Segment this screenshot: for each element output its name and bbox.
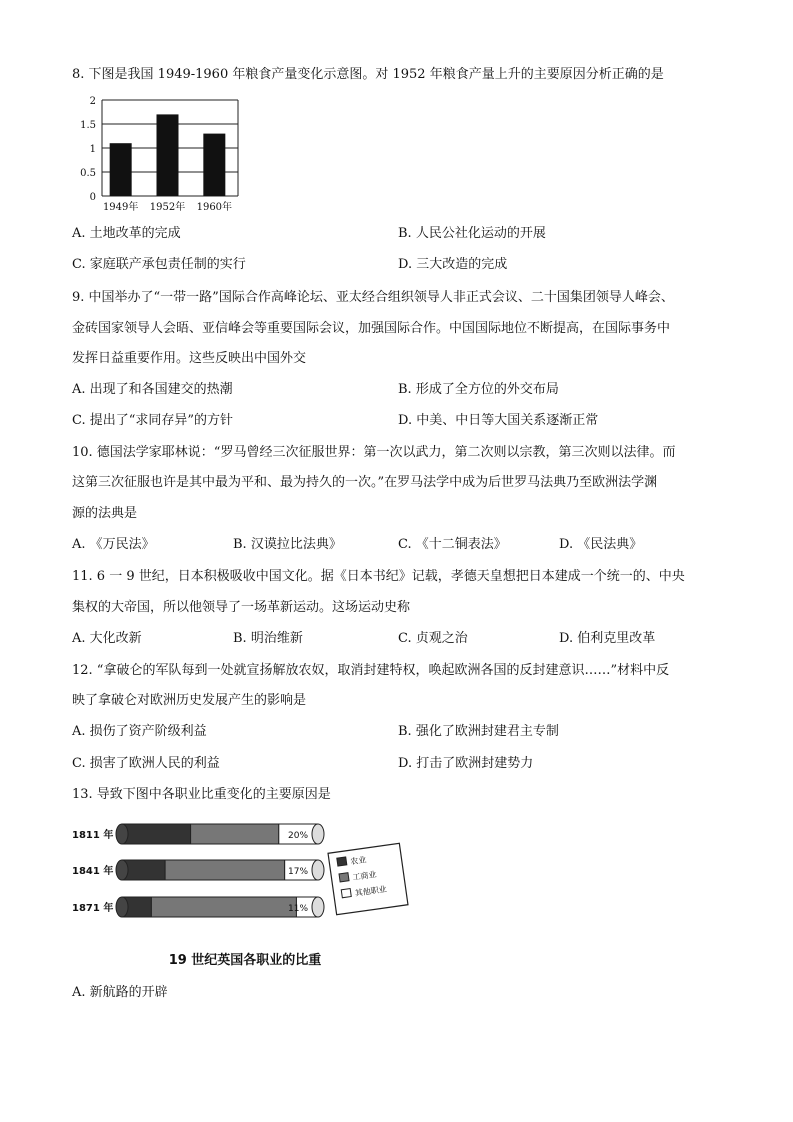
legend-label: 工商业	[352, 869, 378, 883]
q10-option-a[interactable]: A. 《万民法》	[72, 537, 155, 552]
q8-option-c[interactable]: C. 家庭联产承包责任制的实行	[72, 257, 246, 272]
q10-option-d[interactable]: D. 《民法典》	[559, 537, 643, 552]
stacked-segment	[122, 824, 191, 844]
row-label: 1871 年	[72, 903, 114, 914]
bar-cap-right	[312, 860, 324, 880]
q9-option-d[interactable]: D. 中美、中日等大国关系逐渐正常	[398, 413, 599, 428]
bar-cap-right	[312, 824, 324, 844]
q13-option-a[interactable]: A. 新航路的开辟	[72, 985, 168, 1000]
question-9-line-1: 9. 中国举办了“一带一路”国际合作高峰论坛、亚太经合组织领导人非正式会议、二十国集团领导人峰会、	[72, 290, 674, 305]
question-12-line-1: 12. “拿破仑的军队每到一处就宣扬解放农奴，取消封建特权，唤起欧洲各国的反封建意识……”材料中反	[72, 663, 670, 678]
x-tick-label: 1949年	[102, 202, 139, 213]
q12-option-b[interactable]: B. 强化了欧洲封建君主专制	[398, 724, 559, 739]
row-label: 1841 年	[72, 866, 114, 877]
legend-label: 农业	[349, 855, 367, 867]
chart-13-title: 19 世纪英国各职业的比重	[168, 953, 322, 968]
legend-swatch	[339, 873, 349, 882]
q10-option-c[interactable]: C. 《十二铜表法》	[398, 537, 507, 552]
question-12-line-2: 映了拿破仑对欧洲历史发展产生的影响是	[72, 693, 307, 708]
q12-option-d[interactable]: D. 打击了欧洲封建势力	[398, 756, 534, 771]
legend-swatch	[337, 857, 347, 866]
q9-option-c[interactable]: C. 提出了“求同存异”的方针	[72, 413, 234, 428]
occupation-share-chart	[70, 812, 420, 974]
question-11-line-1: 11. 6 一 9 世纪，日本积极吸收中国文化。据《日本书纪》记载，孝德天皇想把日本建成一个统一的、中央	[72, 569, 685, 584]
data-label: 17%	[288, 867, 309, 877]
question-10-line-1: 10. 德国法学家耶林说：“罗马曾经三次征服世界：第一次以武力，第二次则以宗教，第三次则以法律。而	[72, 445, 676, 460]
question-9-line-2: 金砖国家领导人会晤、亚信峰会等重要国际会议，加强国际合作。中国国际地位不断提高，在国际事务中	[72, 321, 671, 336]
bar-cap-right	[312, 897, 324, 917]
x-tick-label: 1952年	[149, 202, 186, 213]
question-11-line-2: 集权的大帝国，所以他领导了一场革新运动。这场运动史称	[72, 600, 411, 615]
row-label: 1811 年	[72, 830, 114, 841]
q8-option-d[interactable]: D. 三大改造的完成	[398, 257, 508, 272]
bar-cap-left	[116, 824, 128, 844]
q12-option-c[interactable]: C. 损害了欧洲人民的利益	[72, 756, 220, 771]
bar	[157, 114, 179, 196]
stacked-segment	[191, 824, 279, 844]
q9-option-a[interactable]: A. 出现了和各国建交的热潮	[72, 382, 233, 397]
q11-option-c[interactable]: C. 贞观之治	[398, 631, 468, 646]
data-label: 20%	[288, 831, 309, 841]
bar-cap-left	[116, 897, 128, 917]
stacked-segment	[151, 897, 296, 917]
q8-option-a[interactable]: A. 土地改革的完成	[72, 226, 181, 241]
bar	[110, 143, 132, 196]
question-8-stem: 8. 下图是我国 1949-1960 年粮食产量变化示意图。对 1952 年粮食产量上升的主要原因分析正确的是	[72, 67, 664, 82]
question-10-line-2: 这第三次征服也许是其中最为平和、最为持久的一次。”在罗马法学中成为后世罗马法典乃至欧洲法学渊	[72, 475, 658, 490]
y-tick-label: 2	[89, 96, 96, 107]
bar	[203, 134, 225, 196]
y-tick-label: 1.5	[80, 120, 96, 131]
q11-option-d[interactable]: D. 伯利克里改革	[559, 631, 656, 646]
question-10-line-3: 源的法典是	[72, 506, 138, 521]
y-tick-label: 0	[89, 192, 96, 203]
q11-option-a[interactable]: A. 大化改新	[72, 631, 142, 646]
question-9-line-3: 发挥日益重要作用。这些反映出中国外交	[72, 351, 307, 366]
q11-option-b[interactable]: B. 明治维新	[233, 631, 303, 646]
q10-option-b[interactable]: B. 汉谟拉比法典》	[233, 537, 342, 552]
q9-option-b[interactable]: B. 形成了全方位的外交布局	[398, 382, 559, 397]
question-13-stem: 13. 导致下图中各职业比重变化的主要原因是	[72, 787, 331, 802]
y-tick-label: 1	[89, 144, 96, 155]
data-label: 11%	[288, 904, 309, 914]
stacked-segment	[165, 860, 285, 880]
q8-option-b[interactable]: B. 人民公社化运动的开展	[398, 226, 546, 241]
legend-swatch	[341, 889, 351, 898]
grain-output-bar-chart	[72, 92, 252, 216]
y-tick-label: 0.5	[80, 168, 96, 179]
bar-cap-left	[116, 860, 128, 880]
legend-label: 其他职业	[354, 884, 388, 898]
q12-option-a[interactable]: A. 损伤了资产阶级利益	[72, 724, 207, 739]
x-tick-label: 1960年	[196, 202, 233, 213]
